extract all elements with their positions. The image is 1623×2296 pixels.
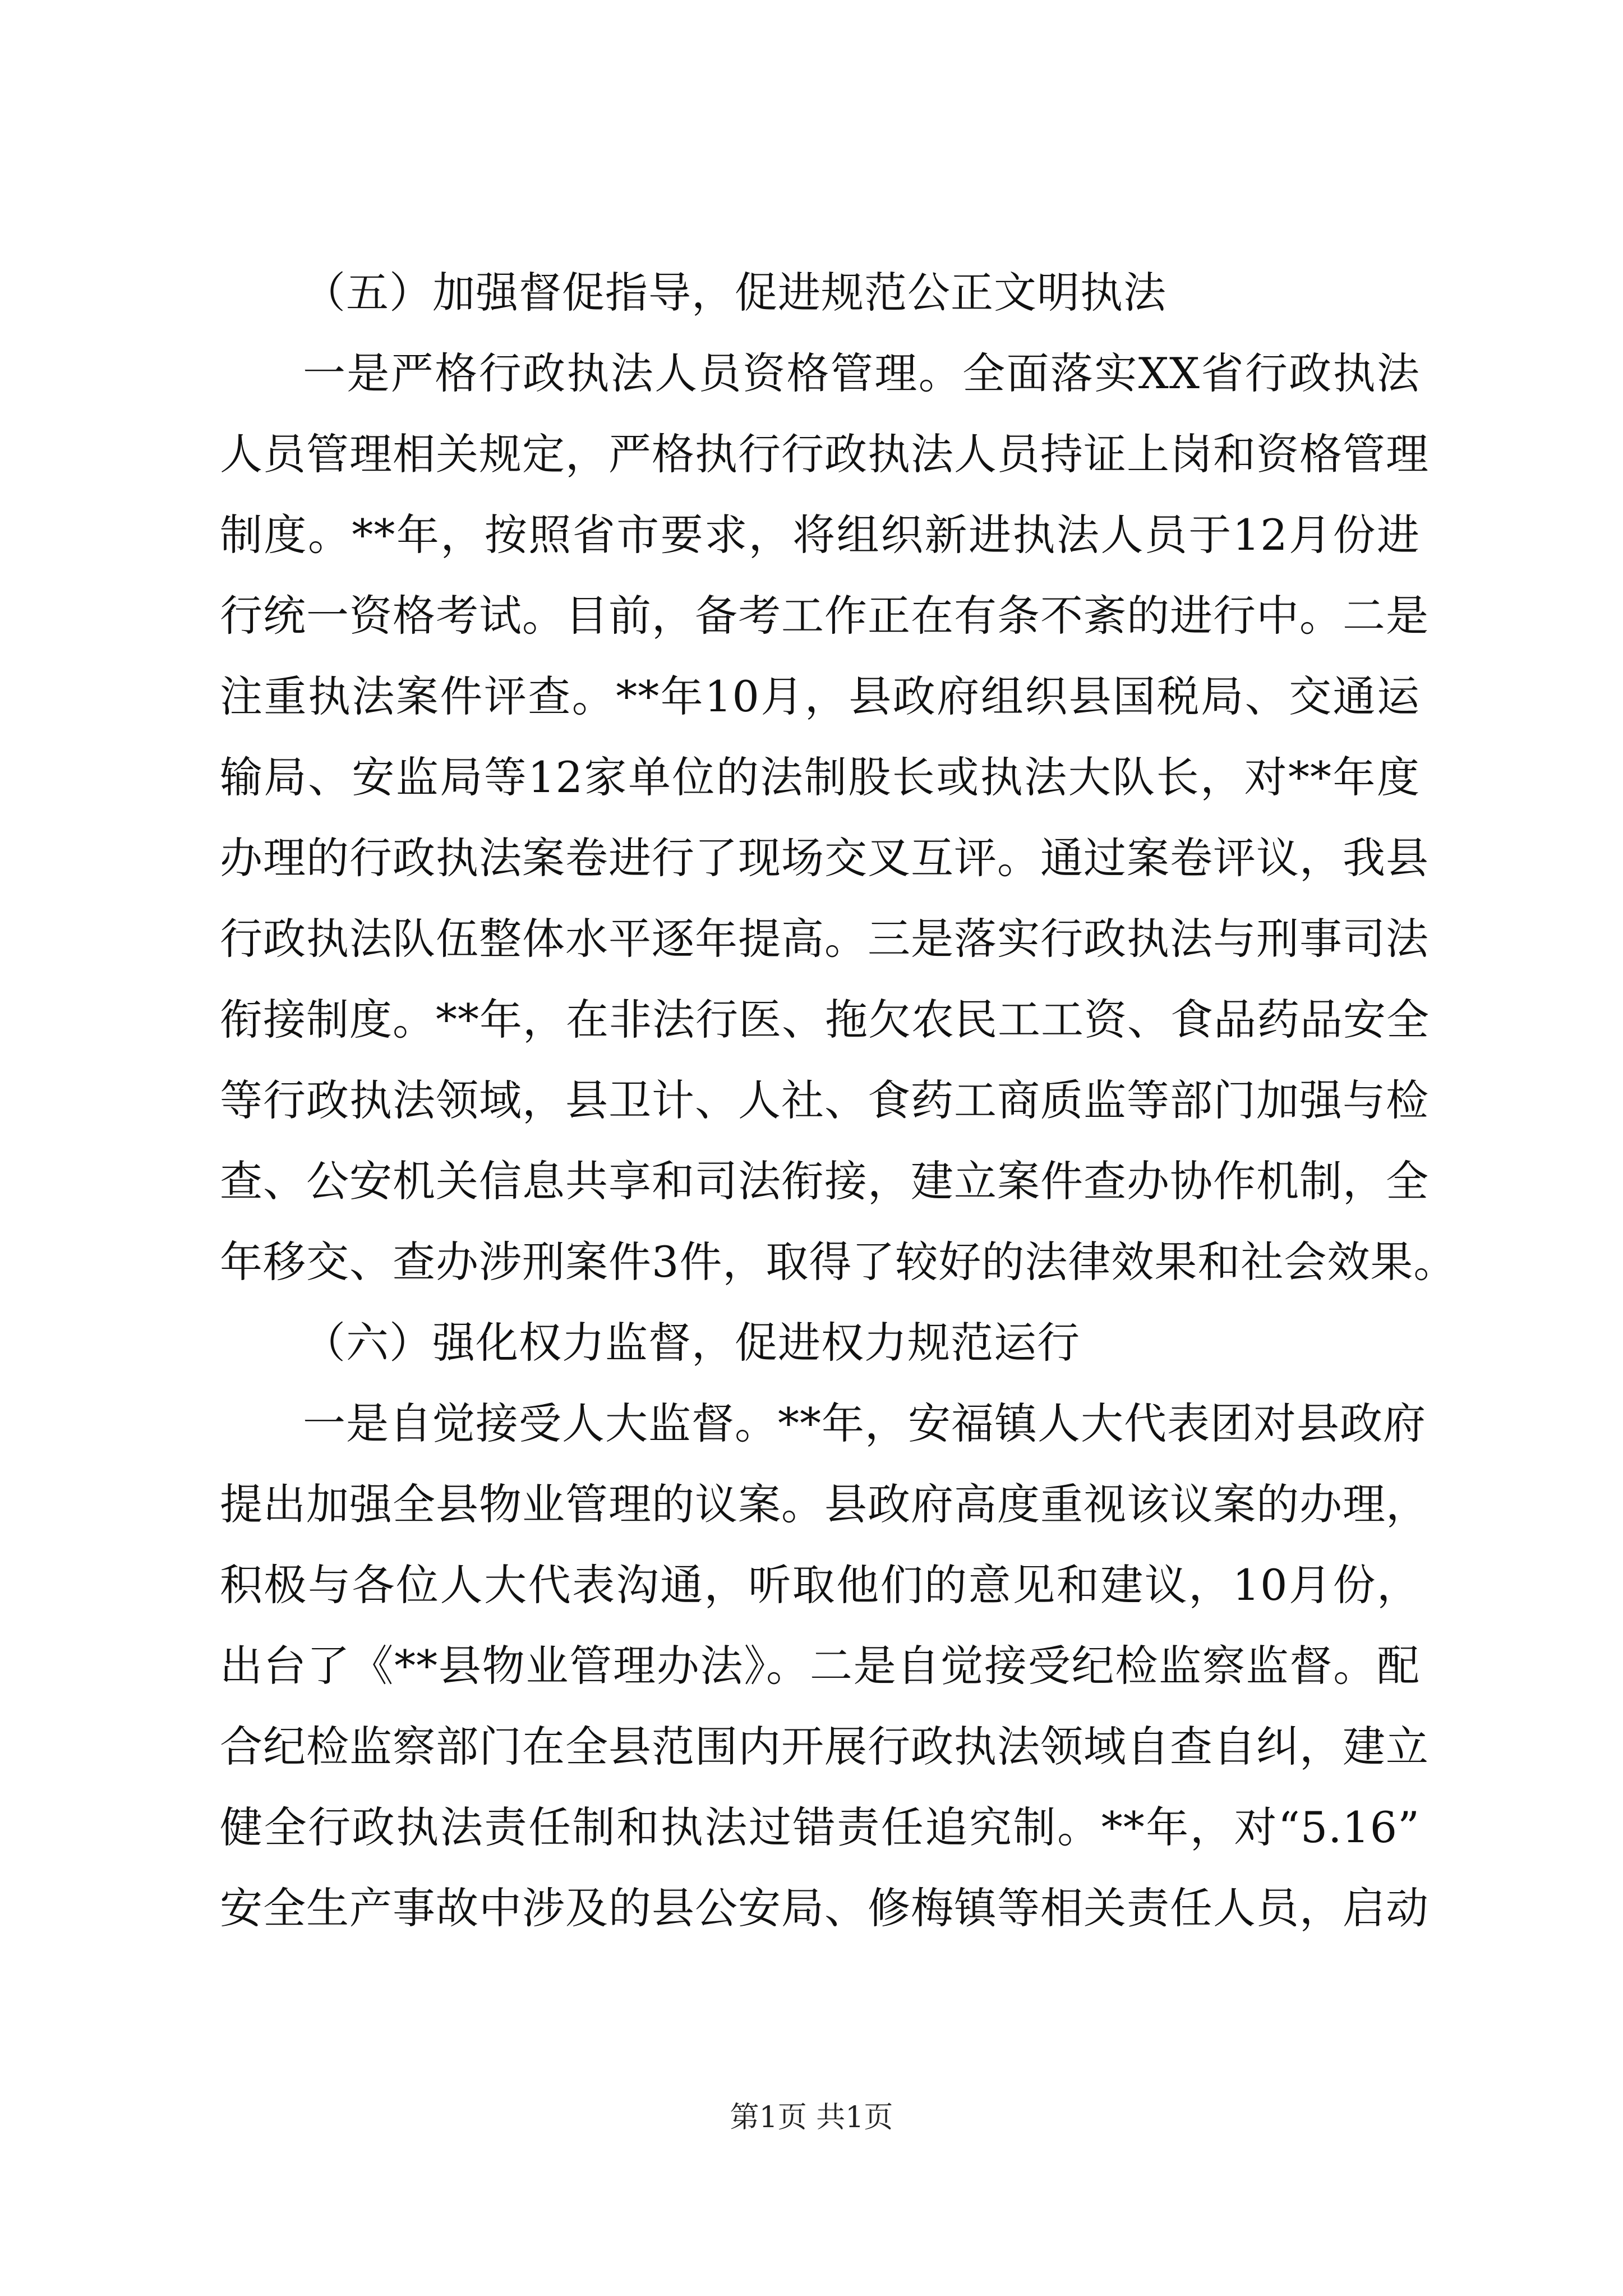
paragraph-line: 行统一资格考试。目前，备考工作正在有条不紊的进行中。二是: [220, 591, 1429, 641]
paragraph-line: 出台了《**县物业管理办法》。二是自觉接受纪检监察监督。配: [220, 1641, 1420, 1691]
paragraph-line: 积极与各位人大代表沟通，听取他们的意见和建议，10月份，: [220, 1560, 1420, 1610]
paragraph-line: 一是自觉接受人大监督。**年，安福镇人大代表团对县政府: [303, 1398, 1426, 1448]
paragraph-line: 制度。**年，按照省市要求，将组织新进执法人员于12月份进: [220, 510, 1420, 560]
page-footer: 第1页 共1页: [730, 2101, 893, 2134]
paragraph-line: 安全生产事故中涉及的县公安局、修梅镇等相关责任人员，启动: [220, 1883, 1429, 1933]
paragraph-line: 查、公安机关信息共享和司法衔接，建立案件查办协作机制，全: [220, 1156, 1429, 1206]
paragraph-line: 衔接制度。**年，在非法行医、拖欠农民工工资、食品药品安全: [220, 995, 1430, 1045]
section-heading-6: （六）强化权力监督，促进权力规范运行: [303, 1318, 1080, 1368]
paragraph-line: 年移交、查办涉刑案件3件，取得了较好的法律效果和社会效果。: [220, 1237, 1457, 1287]
paragraph-line: 合纪检监察部门在全县范围内开展行政执法领域自查自纠，建立: [220, 1722, 1429, 1772]
paragraph-line: 办理的行政执法案卷进行了现场交叉互评。通过案卷评议，我县: [220, 833, 1429, 883]
section-heading-5: （五）加强督促指导，促进规范公正文明执法: [303, 268, 1166, 318]
paragraph-line: 提出加强全县物业管理的议案。县政府高度重视该议案的办理，: [220, 1479, 1429, 1529]
paragraph-line: 人员管理相关规定，严格执行行政执法人员持证上岗和资格管理: [220, 429, 1429, 479]
paragraph-line: 一是严格行政执法人员资格管理。全面落实XX省行政执法: [303, 348, 1420, 398]
paragraph-line: 注重执法案件评查。**年10月，县政府组织县国税局、交通运: [220, 671, 1420, 721]
paragraph-line: 等行政执法领域，县卫计、人社、食药工商质监等部门加强与检: [220, 1075, 1429, 1125]
paragraph-line: 行政执法队伍整体水平逐年提高。三是落实行政执法与刑事司法: [220, 914, 1429, 964]
paragraph-line: 健全行政执法责任制和执法过错责任追究制。**年，对“5.16”: [220, 1802, 1420, 1852]
paragraph-line: 输局、安监局等12家单位的法制股长或执法大队长，对**年度: [220, 752, 1420, 802]
